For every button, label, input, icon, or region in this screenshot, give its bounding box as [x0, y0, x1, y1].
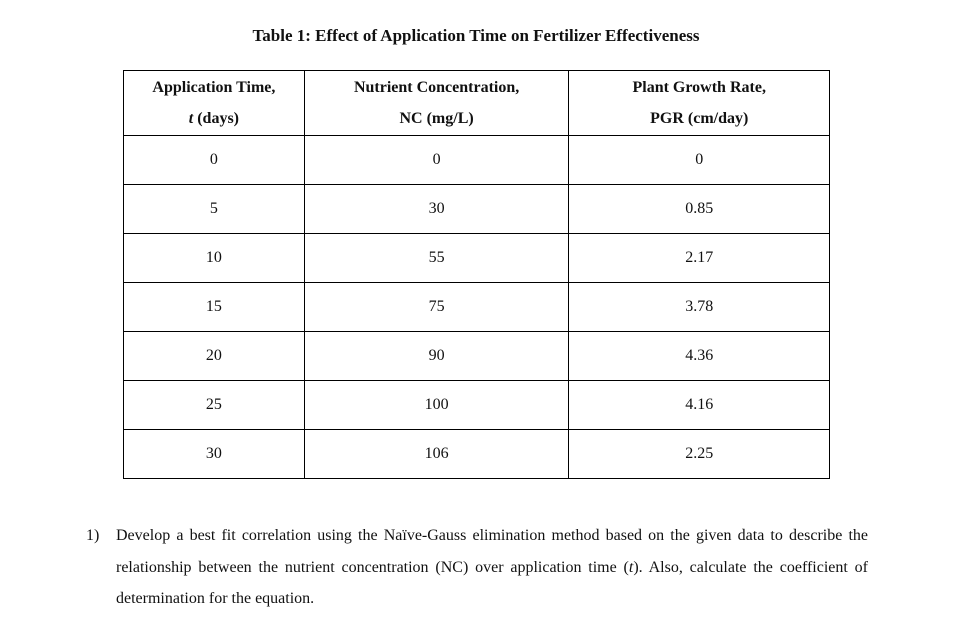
- question-text-after: ). Also, calculate the coefficient of determination for the equation.: [116, 558, 869, 607]
- cell-nc: 100: [304, 381, 569, 430]
- table-row: [124, 332, 830, 381]
- header-nutrient-concentration: [304, 71, 569, 136]
- table-header-row: [124, 71, 830, 136]
- header-line2: (days): [193, 110, 239, 127]
- cell-pgr: 0: [569, 136, 830, 185]
- cell-nc: 90: [304, 332, 569, 381]
- table-row: [124, 234, 830, 283]
- cell-time: 15: [124, 283, 305, 332]
- cell-pgr: 4.36: [569, 332, 830, 381]
- data-table: [123, 70, 830, 479]
- cell-pgr: 4.16: [569, 381, 830, 430]
- question-text: [116, 520, 868, 615]
- header-line2: PGR (cm/day): [650, 110, 749, 127]
- cell-nc: 0: [304, 136, 569, 185]
- table-row: [124, 185, 830, 234]
- header-variable: t: [188, 110, 194, 127]
- header-line2: NC (mg/L): [399, 110, 474, 127]
- cell-time: 20: [124, 332, 305, 381]
- table-row: [124, 136, 830, 185]
- table-row: [124, 283, 830, 332]
- cell-nc: 55: [304, 234, 569, 283]
- header-plant-growth-rate: [569, 71, 830, 136]
- header-line1: Plant Growth Rate,: [632, 79, 766, 96]
- question-text-before: Develop a best fit correlation using the Naïve-Gauss elimination method based on the given data to describe the relationship between the nutrient concentration (NC) over application time (: [116, 527, 868, 576]
- table-row: [124, 381, 830, 430]
- cell-nc: 75: [304, 283, 569, 332]
- question-variable: t: [628, 558, 634, 576]
- cell-time: 0: [124, 136, 305, 185]
- cell-pgr: 2.17: [569, 234, 830, 283]
- cell-time: 25: [124, 381, 305, 430]
- cell-time: 30: [124, 430, 305, 479]
- table-row: [124, 430, 830, 479]
- question-1: [86, 520, 868, 615]
- cell-time: 5: [124, 185, 305, 234]
- cell-pgr: 2.25: [569, 430, 830, 479]
- header-application-time: [124, 71, 305, 136]
- table-title: Table 1: Effect of Application Time on Fertilizer Effectiveness: [252, 26, 700, 45]
- cell-time: 10: [124, 234, 305, 283]
- cell-nc: 30: [304, 185, 569, 234]
- question-number: 1): [86, 527, 100, 544]
- cell-pgr: 3.78: [569, 283, 830, 332]
- cell-pgr: 0.85: [569, 185, 830, 234]
- cell-nc: 106: [304, 430, 569, 479]
- header-line1: Nutrient Concentration,: [353, 79, 520, 96]
- header-line1: Application Time,: [152, 79, 276, 96]
